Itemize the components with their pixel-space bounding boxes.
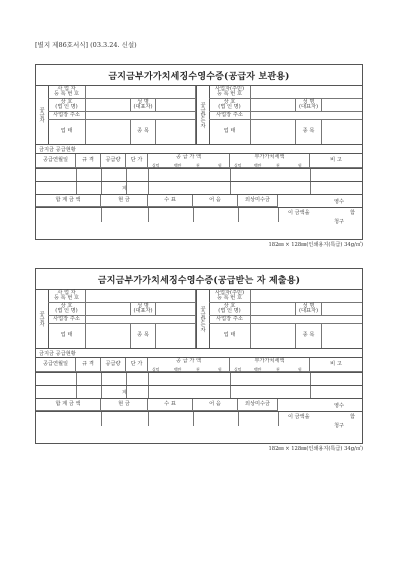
receipt-received: 영수 (334, 403, 345, 409)
company-field[interactable] (86, 303, 131, 316)
total-marker: 계 (122, 390, 128, 396)
col-spec: 규 격 (76, 358, 101, 372)
form-title: 금지금부가가치세징수영수증(공급받는 자 제출용) (36, 269, 362, 290)
digit-million: 백만 (174, 163, 182, 168)
company-label: 상 호 (법 인 명) (48, 99, 86, 112)
digit-million: 백만 (174, 367, 182, 372)
payment-header-row (36, 195, 362, 208)
col-supply-value: 공 급 가 액 (148, 358, 230, 372)
name-label: 성 명 (대표자) (131, 303, 156, 316)
buyer-company-field[interactable] (251, 303, 296, 316)
paper-spec-footer: 182㎜ × 128㎜(인쇄용지(특급) 34g/㎡) (268, 446, 363, 452)
col-vat-amount: 부가가치세액 (230, 154, 310, 168)
col-supply-date: 공급연월일 (36, 358, 76, 372)
col-cash: 현 금 (101, 195, 148, 207)
buyer-business-label: 업 태 (209, 120, 251, 144)
receipt-form-supplier-copy (35, 64, 363, 240)
buyer-address-label: 사업장 주소 (209, 316, 251, 324)
vat-digit-thousand: 천 (276, 163, 280, 168)
digit-billion: 십억 (152, 367, 160, 372)
address-label: 사업장 주소 (48, 316, 86, 324)
col-remarks: 비 고 (310, 358, 362, 372)
digit-billion: 십억 (152, 163, 160, 168)
supply-data-row[interactable] (36, 169, 362, 182)
col-check: 수 표 (148, 399, 193, 411)
buyer-company-field[interactable] (251, 99, 296, 112)
item-label: 종 목 (131, 120, 156, 144)
vat-digit-billion: 십억 (234, 367, 242, 372)
payment-header-row (36, 399, 362, 412)
digit-won: 원 (218, 163, 222, 168)
reg-no-label: 사 업 자 등 록 번 호 (48, 290, 86, 303)
receipt-claim: 청구 (334, 219, 345, 225)
buyer-side-label: 공급받는자 (196, 290, 210, 348)
name-field[interactable] (156, 303, 196, 316)
vat-digit-won: 원 (298, 367, 302, 372)
reg-no-field[interactable] (86, 86, 196, 99)
buyer-item-label: 종 목 (296, 120, 322, 144)
col-spec: 규 격 (76, 154, 101, 168)
paper-spec-footer: 182㎜ × 128㎜(인쇄용지(특급) 34g/㎡) (268, 242, 363, 248)
col-bill: 어 음 (193, 195, 238, 207)
col-receivable: 외상미수금 (238, 399, 278, 411)
buyer-reg-no-field[interactable] (251, 290, 362, 303)
col-supply-value: 공 급 가 액 (148, 154, 230, 168)
vat-digit-won: 원 (298, 163, 302, 168)
receipt-received: 영수 (334, 199, 345, 205)
buyer-item-field[interactable] (322, 120, 362, 144)
buyer-reg-no-label: 사업자(주민) 등 록 번 호 (209, 86, 251, 99)
form-title: 금지금부가가치세징수영수증(공급자 보관용) (36, 65, 362, 86)
business-label: 업 태 (48, 324, 86, 348)
buyer-name-label: 성 명 (대표자) (296, 99, 322, 112)
buyer-address-label: 사업장 주소 (209, 112, 251, 120)
supplier-side-label: 공급자 (36, 86, 49, 144)
company-label: 상 호 (법 인 명) (48, 303, 86, 316)
buyer-business-field[interactable] (251, 324, 296, 348)
vat-digit-thousand: 천 (276, 367, 280, 372)
col-total-amount: 합 계 금 액 (36, 195, 101, 207)
col-total-amount: 합 계 금 액 (36, 399, 101, 411)
buyer-reg-no-field[interactable] (251, 86, 362, 99)
buyer-address-field[interactable] (251, 112, 362, 120)
address-label: 사업장 주소 (48, 112, 86, 120)
item-field[interactable] (156, 324, 196, 348)
receipt-do: 함 (350, 210, 356, 216)
buyer-company-label: 상 호 (법 인 명) (209, 303, 251, 316)
payment-data-row[interactable] (36, 412, 362, 429)
supply-status-label: 금지금 공급현황 (36, 145, 362, 154)
business-field[interactable] (86, 324, 131, 348)
receipt-claim: 청구 (334, 423, 345, 429)
address-field[interactable] (86, 112, 196, 120)
buyer-name-field[interactable] (322, 99, 362, 112)
supplier-side-label: 공급자 (36, 290, 49, 348)
buyer-item-field[interactable] (322, 324, 362, 348)
col-check: 수 표 (148, 195, 193, 207)
item-label: 종 목 (131, 324, 156, 348)
receipt-this-amount: 이 금액을 (288, 210, 310, 216)
party-section (36, 86, 362, 145)
buyer-side-label: 공급받는자 (196, 86, 210, 144)
digit-thousand: 천 (196, 163, 200, 168)
col-unit-price: 단 가 (126, 358, 148, 372)
col-unit-price: 단 가 (126, 154, 148, 168)
col-quantity: 공급량 (101, 154, 126, 168)
business-field[interactable] (86, 120, 131, 144)
supply-data-row[interactable] (36, 373, 362, 386)
name-field[interactable] (156, 99, 196, 112)
reg-no-label: 사 업 자 등 록 번 호 (48, 86, 86, 99)
buyer-reg-no-label: 사업자(주민) 등 록 번 호 (209, 290, 251, 303)
buyer-item-label: 종 목 (296, 324, 322, 348)
col-supply-date: 공급연월일 (36, 154, 76, 168)
item-field[interactable] (156, 120, 196, 144)
digit-won: 원 (218, 367, 222, 372)
buyer-business-field[interactable] (251, 120, 296, 144)
buyer-address-field[interactable] (251, 316, 362, 324)
col-vat-amount: 부가가치세액 (230, 358, 310, 372)
buyer-name-field[interactable] (322, 303, 362, 316)
supply-header-row (36, 358, 362, 373)
digit-thousand: 천 (196, 367, 200, 372)
buyer-business-label: 업 태 (209, 324, 251, 348)
col-remarks: 비 고 (310, 154, 362, 168)
col-cash: 현 금 (101, 399, 148, 411)
supply-total-row[interactable] (36, 182, 362, 195)
company-field[interactable] (86, 99, 131, 112)
name-label: 성 명 (대표자) (131, 99, 156, 112)
col-receivable: 외상미수금 (238, 195, 278, 207)
party-section (36, 290, 362, 349)
supply-header-row (36, 154, 362, 169)
receipt-form-buyer-copy (35, 268, 363, 444)
payment-data-row[interactable] (36, 208, 362, 225)
vat-digit-billion: 십억 (234, 163, 242, 168)
business-label: 업 태 (48, 120, 86, 144)
reg-no-field[interactable] (86, 290, 196, 303)
receipt-do: 함 (350, 414, 356, 420)
vat-digit-million: 백만 (254, 163, 262, 168)
vat-digit-million: 백만 (254, 367, 262, 372)
supply-total-row[interactable] (36, 386, 362, 399)
buyer-name-label: 성 명 (대표자) (296, 303, 322, 316)
buyer-company-label: 상 호 (법 인 명) (209, 99, 251, 112)
total-marker: 계 (122, 186, 128, 192)
receipt-this-amount: 이 금액을 (288, 414, 310, 420)
address-field[interactable] (86, 316, 196, 324)
supply-status-label: 금지금 공급현황 (36, 349, 362, 358)
form-header: [별지 제86호서식] (03.3.24. 신설) (35, 41, 137, 49)
col-bill: 어 음 (193, 399, 238, 411)
col-quantity: 공급량 (101, 358, 126, 372)
